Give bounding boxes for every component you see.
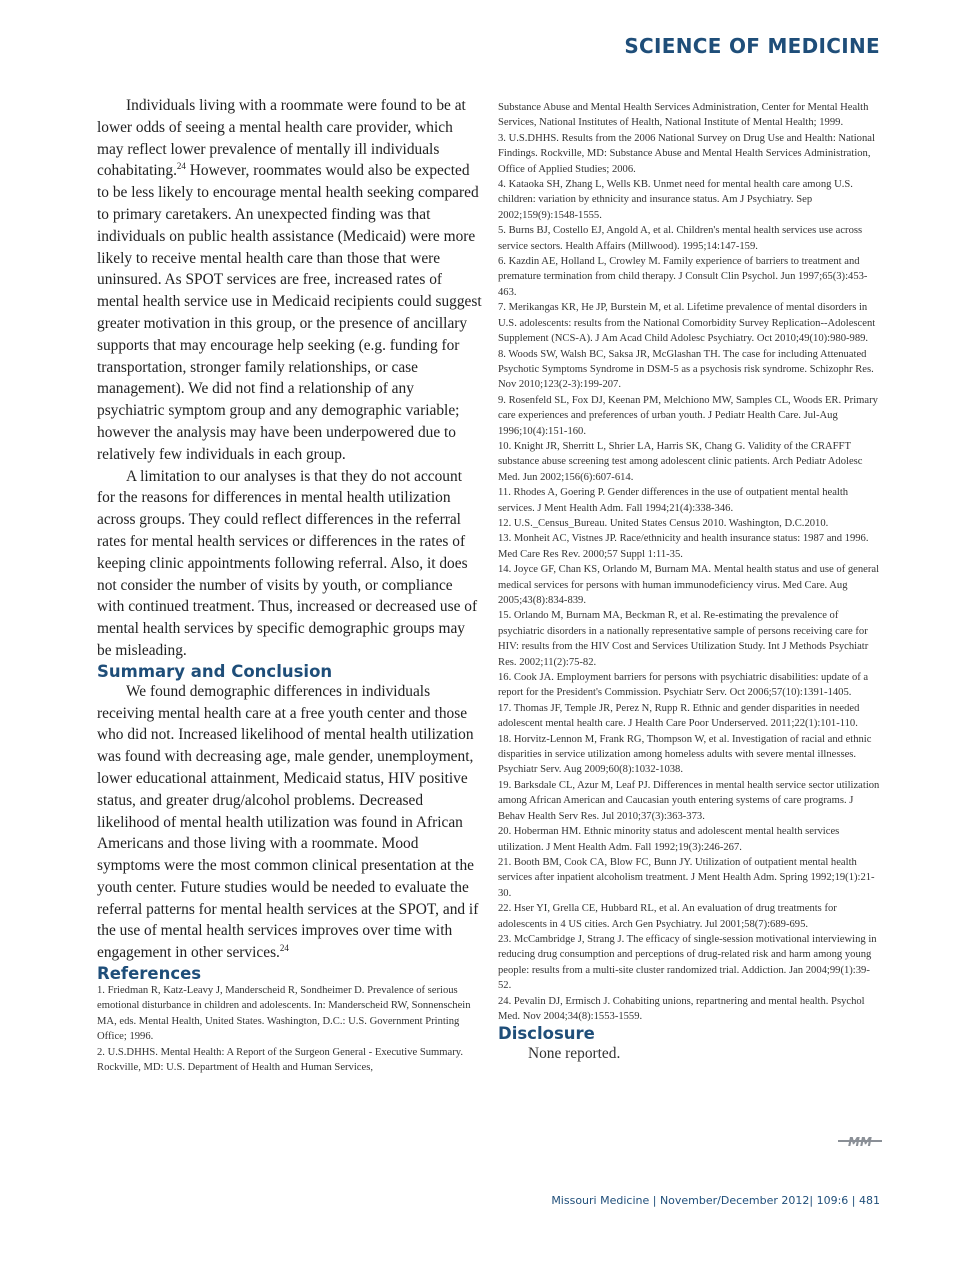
reference-item: 21. Booth BM, Cook CA, Blow FC, Bunn JY. Utilization of outpatient mental health services after inpatient alcoholism treatment. J Ment Health Adm. Spring 1992;19(1):21-30.: [498, 856, 875, 899]
logo-text: MM: [848, 1135, 872, 1148]
reference-item: 20. Hoberman HM. Ethnic minority status and adolescent mental health services utilization. J Ment Health Adm. Fall 1992;19(3):246-267.: [498, 826, 840, 853]
reference-item: 9. Rosenfeld SL, Fox DJ, Keenan PM, Melchiono MW, Samples CL, Woods ER. Primary care experiences and preferences of urban youth. J Pediatr Health Care. Jul-Aug 1996;10(4):151-160.: [498, 394, 878, 437]
summary-paragraph: [97, 681, 482, 964]
reference-item: 12. U.S._Census_Bureau. United States Census 2010. Washington, D.C.2010.: [498, 517, 829, 529]
reference-item: 6. Kazdin AE, Holland L, Crowley M. Family experience of barriers to treatment and premature termination from child therapy. J Consult Clin Psychol. Jun 1997;65(3):453-463.: [498, 256, 868, 298]
summary-heading: Summary and Conclusion: [97, 661, 333, 681]
right-column: [498, 100, 882, 1064]
citation-superscript: 24: [279, 943, 289, 954]
paragraph-text: We found demographic differences in individuals receiving mental health care at a free youth center and those who did not. Increased likelihood of mental health utilization was found with decreasing age, male gender, unemployment, lower educational attainment, Medicaid status, HIV positive status, and greater drug/alcohol problems. Decreased likelihood of mental health utilization was found in African Americans and those living with a roommate. Mood symptoms were the most common clinical presentation at the youth center. Future studies would be needed to evaluate the referral patterns for mental health services at the SPOT, and if the use of mental health services improves over time with engagement in other services.: [97, 682, 479, 962]
disclosure-heading: Disclosure: [498, 1024, 595, 1044]
reference-list: [498, 100, 882, 1024]
reference-item: 3. U.S.DHHS. Results from the 2006 National Survey on Drug Use and Health: National Findings. Rockville, MD: Substance Abuse and Mental Health Services Administration, Office of Applied Studies; 2006.: [498, 132, 875, 175]
reference-item: 4. Kataoka SH, Zhang L, Wells KB. Unmet need for mental health care among U.S. children: variation by ethnicity and insurance status. Am J Psychiatry. Sep 2002;159(9):1548-1555.: [498, 179, 853, 221]
reference-item: 15. Orlando M, Burnam MA, Beckman R, et al. Re-estimating the prevalence of psychiatric disorders in a nationally representative sample of persons receiving care for HIV: results from the HIV Cost and Services Utilization Study. Int J Methods Psychiatr Res. 2002;11(2):75-82.: [498, 610, 869, 668]
reference-item: 18. Horvitz-Lennon M, Frank RG, Thompson W, et al. Investigation of racial and ethnic disparities in service utilization among homeless adults with severe mental illnesses. Psychiatr Serv. Aug 2009;60(8):1032-1038.: [498, 733, 872, 776]
disclosure-text: None reported.: [528, 1045, 621, 1063]
references-heading: References: [97, 964, 202, 984]
reference-item: 8. Woods SW, Walsh BC, Saksa JR, McGlashan TH. The case for including Attenuated Psychotic Symptoms Syndrome in DSM-5 as a psychosis risk syndrome. Schizophr Res. Nov 2010;123(2-3):199-207.: [498, 348, 874, 391]
reference-item: 24. Pevalin DJ, Ermisch J. Cohabiting unions, repartnering and mental health. Psychol Med. Nov 2004;34(8):1553-1559.: [498, 995, 865, 1022]
citation-superscript: 24: [176, 161, 186, 172]
reference-item: 16. Cook JA. Employment barriers for persons with psychiatric disabilities: update of a report for the President's Commission. Psychiatr Serv. Oct 2006;57(10):1391-1405.: [498, 672, 869, 699]
missouri-medicine-logo-icon: [838, 1134, 882, 1148]
reference-item: 14. Joyce GF, Chan KS, Orlando M, Burnam MA. Mental health status and use of general medical services for persons with human immunodeficiency virus. Med Care. Aug 2005;43(8):834-839.: [498, 564, 880, 606]
page-footer: Missouri Medicine | November/December 2012| 109:6 | 481: [551, 1194, 880, 1207]
reference-item: 22. Hser YI, Grella CE, Hubbard RL, et al. An evaluation of drug treatments for adolescents in 4 US cities. Arch Gen Psychiatry. Jul 2001;58(7):689-695.: [498, 903, 837, 930]
reference-item: 11. Rhodes A, Goering P. Gender differences in the use of outpatient mental health services. J Ment Health Adm. Fall 1994;21(4):338-346.: [498, 487, 849, 514]
left-column: [97, 95, 482, 1076]
reference-item: 19. Barksdale CL, Azur M, Leaf PJ. Differences in mental health service sector utilization among African American and Caucasian youth entering systems of care programs. J Behav Health Serv Res. Jul 2010;37(3):363-373.: [498, 779, 880, 822]
reference-item: Substance Abuse and Mental Health Services Administration, Center for Mental Health Services, National Institutes of Health, National Institute of Mental Health; 1999.: [498, 102, 869, 129]
body-paragraph: [97, 95, 482, 466]
reference-item: 17. Thomas JF, Temple JR, Perez N, Rupp R. Ethnic and gender disparities in needed adolescent mental health care. J Health Care Poor Underserved. 2011;22(1):101-110.: [498, 702, 860, 730]
paragraph-text: However, roommates would also be expected to be less likely to encourage mental health seeking compared to primary caretakers. An unexpected finding was that individuals on public health assistance (Medicaid) were more likely to receive mental health care than those that were uninsured. As SPOT services are free, increased rates of mental health service use in Medicaid recipients could suggest greater motivation in this group, or the presence of ancillary supports that may encourage help seeking (e.g. funding for transportation, stronger family relationships, or case management). We did not find a relationship of any psychiatric symptom group and any demographic variable; however the analysis may have been underpowered due to relatively few individuals in each group.: [97, 162, 482, 463]
reference-list: [97, 983, 482, 1075]
body-paragraph: A limitation to our analyses is that they do not account for the reasons for differences in mental health utilization across groups. They could reflect differences in the referral rates for mental health services or differences in the rates of keeping clinic appointments following referral. Also, it does not consider the number of visits by youth, or compliance with continued treatment. Thus, increased or decreased use of mental health services by specific demographic groups may be misleading.: [97, 467, 478, 659]
reference-item: 5. Burns BJ, Costello EJ, Angold A, et al. Children's mental health services use across service sectors. Health Affairs (Millwood). 1995;14:147-159.: [498, 225, 863, 252]
reference-item: 7. Merikangas KR, He JP, Burstein M, et al. Lifetime prevalence of mental disorders in U.S. adolescents: results from the National Comorbidity Survey Replication--Adolescent Supplement (NCS-A). J Am Acad Child Adolesc Psychiatry. Oct 2010;49(10):980-989.: [498, 302, 876, 345]
reference-item: 2. U.S.DHHS. Mental Health: A Report of the Surgeon General - Executive Summary. Rockville, MD: U.S. Department of Health and Human Services,: [97, 1046, 464, 1074]
reference-item: 1. Friedman R, Katz-Leavy J, Manderscheid R, Sondheimer D. Prevalence of serious emotional disturbance in children and adolescents. In: Manderscheid RW, Sonnenschein MA, eds. Mental Health, United States. Washington, D.C.: U.S. Government Printing Office; 1996.: [97, 985, 471, 1043]
reference-item: 23. McCambridge J, Strang J. The efficacy of single-session motivational interviewing in reducing drug consumption and perceptions of drug-related risk and harm among young people: results from a multi-site cluster randomized trial. Addiction. Jan 2004;99(1):39-52.: [498, 933, 877, 992]
section-label: SCIENCE OF MEDICINE: [624, 34, 880, 58]
reference-item: 10. Knight JR, Sherritt L, Shrier LA, Harris SK, Chang G. Validity of the CRAFFT substance abuse screening test among adolescent clinic patients. Arch Pediatr Adolesc Med. Jun 2002;156(6):607-614.: [498, 440, 863, 483]
paragraph-text: Individuals living with a roommate were found to be at lower odds of seeing a mental health care provider, which may reflect lower prevalence of mentally ill individuals cohabitating.: [97, 97, 466, 180]
reference-item: 13. Monheit AC, Vistnes JP. Race/ethnicity and health insurance status: 1987 and 1996. Med Care Res Rev. 2000;57 Suppl 1:11-35.: [498, 533, 869, 560]
